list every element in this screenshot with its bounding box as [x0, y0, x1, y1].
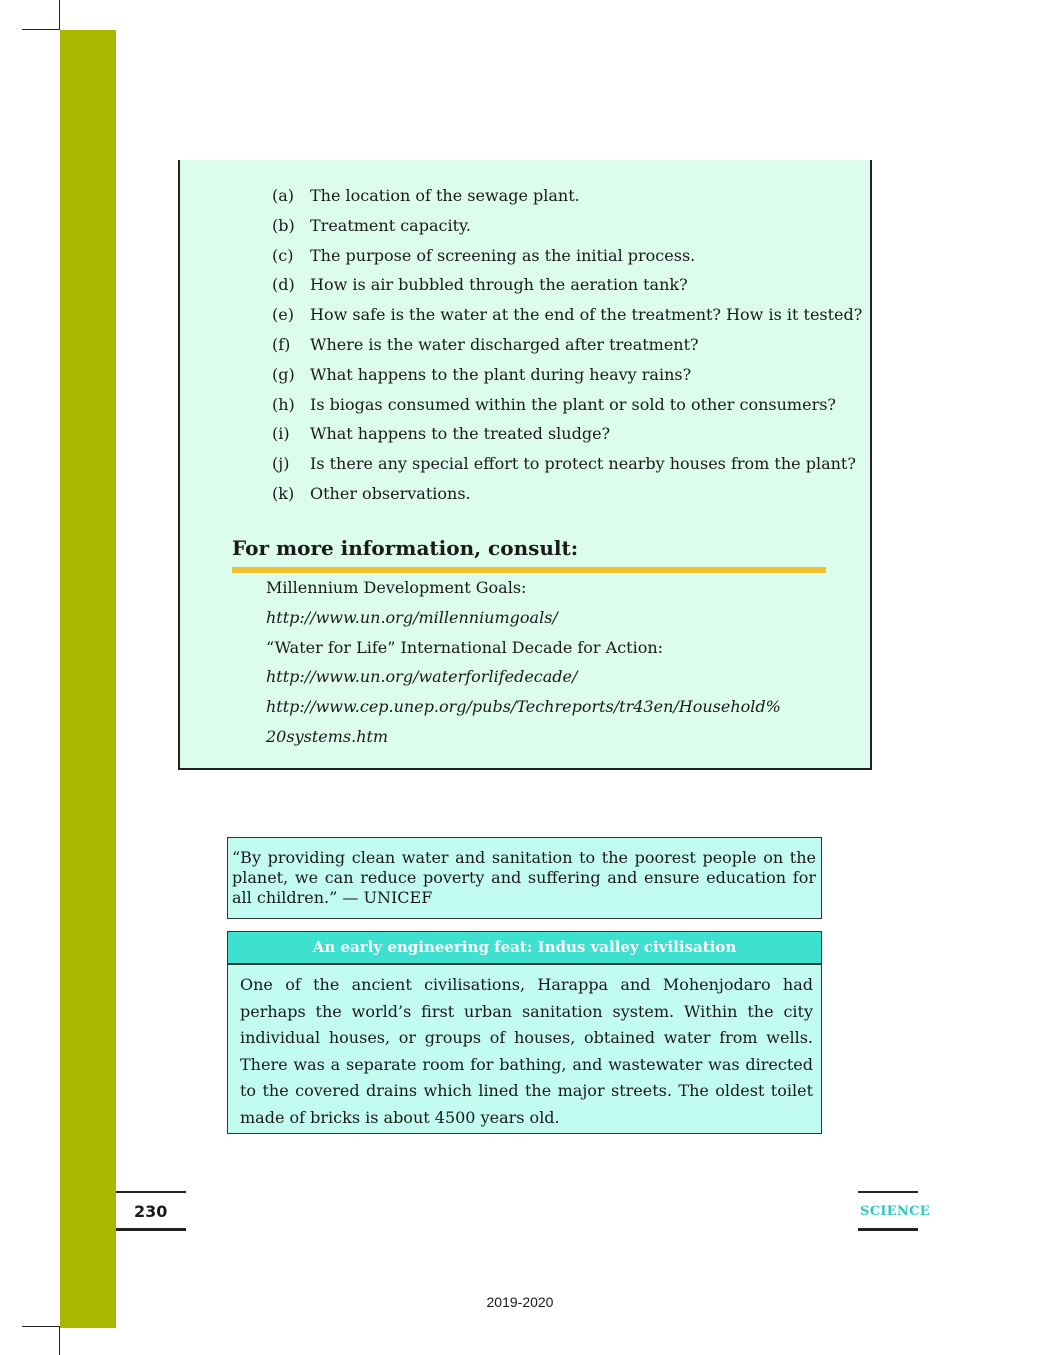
crop-mark-top-horizontal — [22, 29, 60, 30]
question-letter: (c) — [272, 245, 294, 265]
reference-text: “Water for Life” International Decade for Action: — [266, 637, 664, 657]
page-number: 230 — [134, 1202, 168, 1221]
crop-mark-bottom-horizontal — [22, 1326, 60, 1327]
question-letter: (k) — [272, 484, 295, 503]
footer-rule-right-bottom — [858, 1228, 918, 1231]
more-info-heading: For more information, consult: — [232, 536, 579, 560]
question-letter: (j) — [272, 454, 290, 474]
indus-title: An early engineering feat: Indus valley civilisation — [228, 932, 821, 965]
question-letter: (h) — [272, 394, 295, 414]
reference-link[interactable]: http://www.cep.unep.org/pubs/Techreports/tr43en/Household% — [266, 697, 781, 717]
question-letter: (f) — [272, 335, 291, 354]
reference-link[interactable]: http://www.un.org/millenniumgoals/ — [266, 607, 558, 627]
side-color-bar — [60, 30, 116, 1328]
footer-rule-right-top — [858, 1191, 918, 1193]
question-text: Where is the water discharged after treatment? — [310, 335, 699, 354]
question-text: Is biogas consumed within the plant or sold to other consumers? — [310, 394, 836, 414]
question-text: What happens to the plant during heavy rains? — [310, 364, 692, 384]
question-letter: (i) — [272, 424, 290, 444]
question-letter: (d) — [272, 275, 295, 295]
reference-text: Millennium Development Goals: — [266, 578, 527, 597]
question-letter: (b) — [272, 215, 295, 235]
indus-box — [227, 931, 822, 1134]
footer-rule-left-top — [116, 1191, 186, 1193]
reference-link[interactable]: http://www.un.org/waterforlifedecade/ — [266, 667, 578, 687]
question-text: The location of the sewage plant. — [310, 186, 580, 205]
crop-mark-bottom-vertical — [59, 1326, 60, 1355]
reference-link[interactable]: 20systems.htm — [266, 727, 389, 746]
question-text: How is air bubbled through the aeration tank? — [310, 275, 688, 295]
heading-rule — [232, 567, 826, 573]
question-text: The purpose of screening as the initial process. — [310, 245, 696, 265]
question-text: Other observations. — [310, 484, 471, 503]
activity-box — [178, 160, 872, 770]
question-text: Is there any special effort to protect nearby houses from the plant? — [310, 454, 856, 474]
unicef-quote: “By providing clean water and sanitation to the poorest people on the planet, we can reduce poverty and suffering and ensure education for all children.” — UNICEF — [227, 837, 822, 919]
question-letter: (e) — [272, 305, 294, 325]
question-text: Treatment capacity. — [310, 215, 472, 235]
question-letter: (g) — [272, 364, 295, 384]
subject-label: SCIENCE — [860, 1204, 930, 1219]
footer-rule-left-bottom — [116, 1228, 186, 1231]
question-text: How safe is the water at the end of the treatment? How is it tested? — [310, 305, 863, 325]
year-label: 2019-2020 — [486, 1294, 554, 1310]
question-letter: (a) — [272, 186, 295, 205]
question-text: What happens to the treated sludge? — [310, 424, 611, 444]
crop-mark-top-vertical — [59, 0, 60, 30]
indus-body: One of the ancient civilisations, Harappa and Mohenjodaro had perhaps the world’s first urban sanitation system. Within the city individual houses, or groups of houses, obtained water from wells. There was a separate room for bathing, and wastewater was directed to the covered drains which lined the major streets. The oldest toilet made of bricks is about 4500 years old. — [240, 975, 813, 1127]
